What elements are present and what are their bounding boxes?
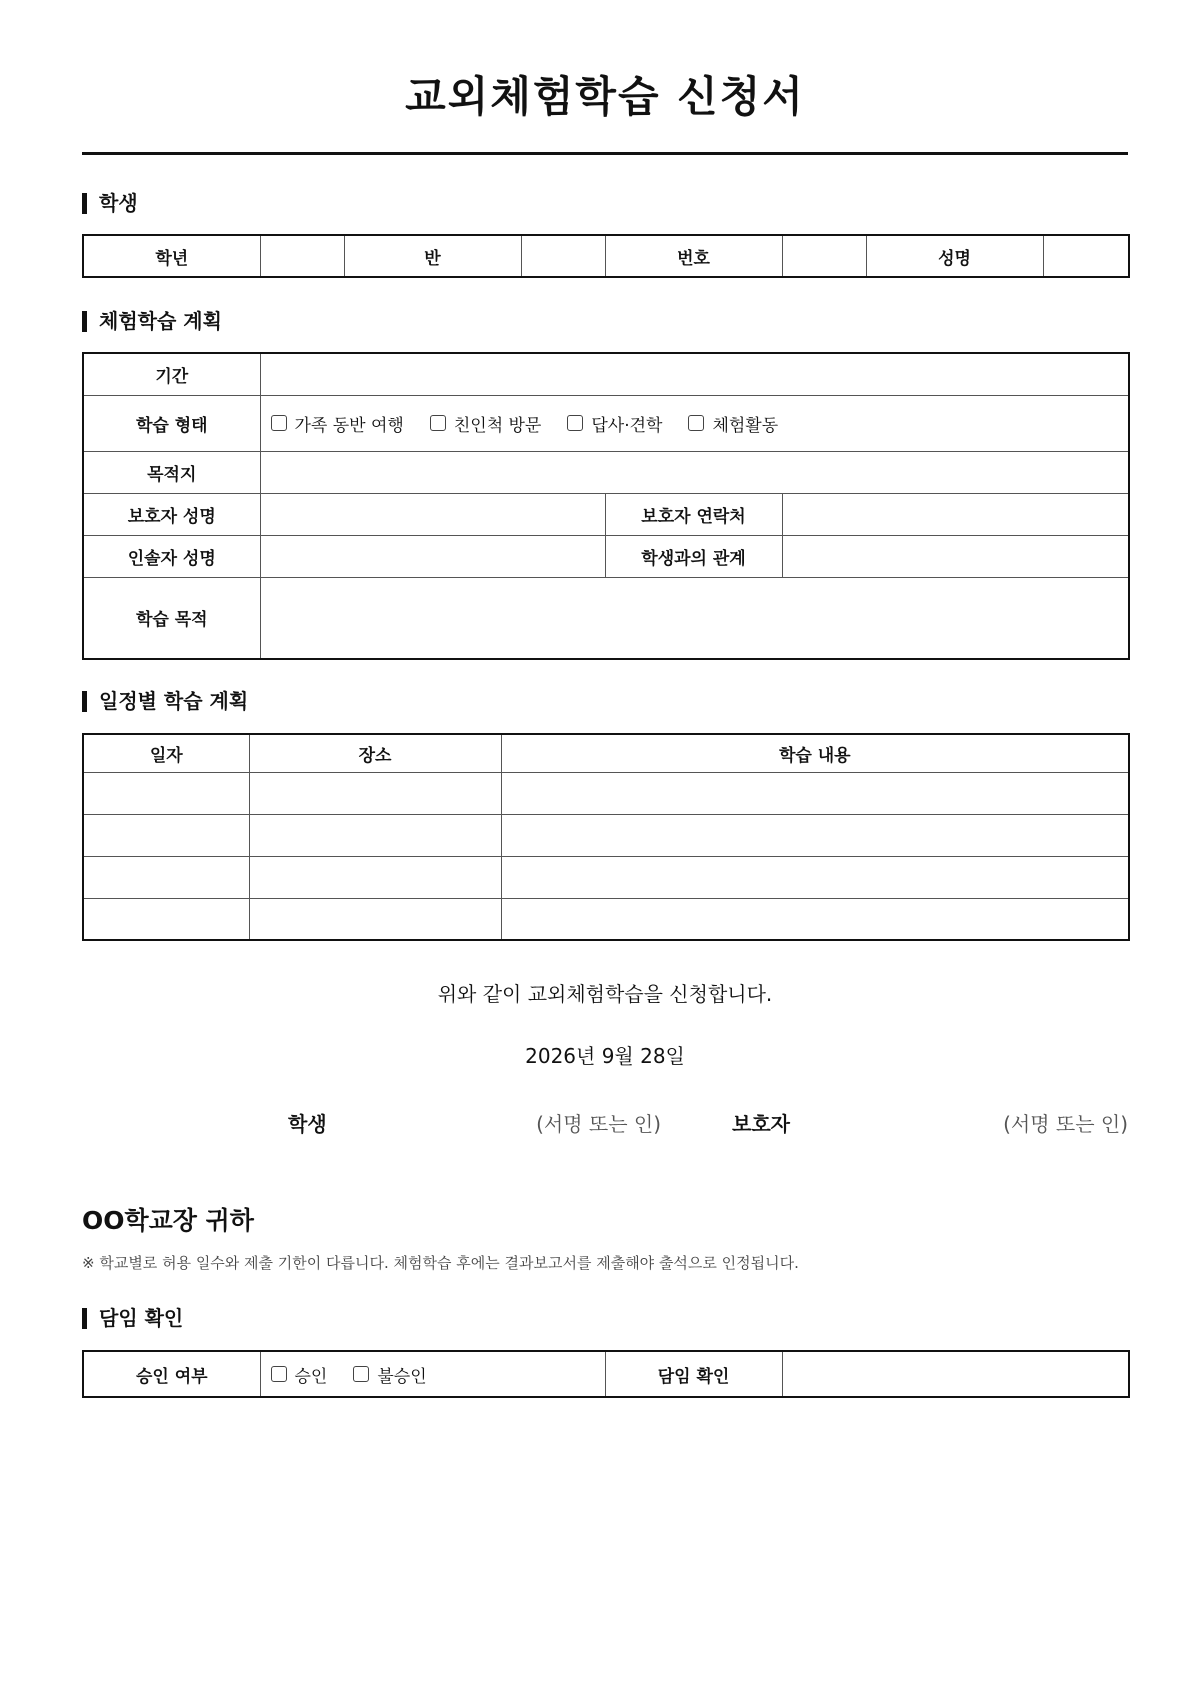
guardian-name-label: 보호자 성명	[83, 493, 260, 535]
student-signature-label: 학생	[288, 1112, 327, 1136]
option-experience-activity[interactable]	[688, 411, 778, 436]
date-column-header: 일자	[83, 734, 249, 772]
schedule-date-cell[interactable]	[83, 856, 249, 898]
guardian-contact-label: 보호자 연락처	[605, 493, 782, 535]
approval-options	[260, 1351, 605, 1397]
footnote: ※ 학교별로 허용 일수와 제출 기한이 다릅니다. 체험학습 후에는 결과보고서를 제출해야 출석으로 인정됩니다.	[82, 1254, 799, 1272]
option-family-trip[interactable]	[271, 411, 404, 436]
checkbox[interactable]	[430, 415, 446, 431]
application-statement: 위와 같이 교외체험학습을 신청합니다.	[437, 982, 773, 1006]
schedule-section-title: 일정별 학습 계획	[99, 689, 249, 713]
checkbox[interactable]	[567, 415, 583, 431]
guardian-name-field[interactable]	[260, 493, 605, 535]
approval-label: 승인 여부	[83, 1351, 260, 1397]
class-label: 반	[344, 235, 521, 277]
title-divider	[82, 152, 1128, 155]
option-relative-visit[interactable]	[430, 411, 542, 436]
schedule-place-cell[interactable]	[249, 772, 501, 814]
section-marker-bar	[82, 193, 87, 214]
addressee: OO학교장 귀하	[82, 1206, 254, 1235]
number-label: 번호	[605, 235, 782, 277]
schedule-date-cell[interactable]	[83, 772, 249, 814]
table-row	[83, 898, 1129, 940]
checkbox[interactable]	[688, 415, 704, 431]
plan-table	[82, 352, 1130, 660]
purpose-label: 학습 목적	[83, 577, 260, 659]
schedule-place-cell[interactable]	[249, 856, 501, 898]
schedule-table	[82, 733, 1130, 941]
option-reject[interactable]	[353, 1362, 426, 1387]
learning-type-options	[260, 395, 1129, 451]
option-field-trip[interactable]	[567, 411, 662, 436]
escort-name-field[interactable]	[260, 535, 605, 577]
grade-field[interactable]	[260, 235, 344, 277]
guardian-contact-field[interactable]	[782, 493, 1129, 535]
student-info-table	[82, 234, 1130, 278]
name-field[interactable]	[1043, 235, 1129, 277]
period-label: 기간	[83, 353, 260, 395]
student-section-heading	[82, 190, 138, 216]
signature-row	[82, 1108, 1128, 1140]
plan-section-title: 체험학습 계획	[99, 309, 222, 333]
option-label: 체험활동	[712, 415, 779, 436]
checkbox[interactable]	[271, 415, 287, 431]
schedule-place-cell[interactable]	[249, 814, 501, 856]
name-label: 성명	[866, 235, 1043, 277]
destination-label: 목적지	[83, 451, 260, 493]
option-label: 승인	[294, 1366, 328, 1387]
teacher-confirm-field[interactable]	[782, 1351, 1129, 1397]
purpose-field[interactable]	[260, 577, 1129, 659]
schedule-content-cell[interactable]	[501, 814, 1129, 856]
document-title: 교외체험학습 신청서	[405, 72, 805, 121]
checkbox[interactable]	[271, 1366, 287, 1382]
period-field[interactable]	[260, 353, 1129, 395]
escort-name-label: 인솔자 성명	[83, 535, 260, 577]
section-marker-bar	[82, 311, 87, 332]
schedule-content-cell[interactable]	[501, 856, 1129, 898]
schedule-place-cell[interactable]	[249, 898, 501, 940]
relation-field[interactable]	[782, 535, 1129, 577]
option-label: 가족 동반 여행	[294, 415, 404, 436]
option-label: 친인척 방문	[453, 415, 542, 436]
section-marker-bar	[82, 1308, 87, 1329]
plan-section-heading	[82, 308, 222, 334]
section-marker-bar	[82, 691, 87, 712]
place-column-header: 장소	[249, 734, 501, 772]
number-field[interactable]	[782, 235, 866, 277]
option-label: 불승인	[377, 1366, 427, 1387]
teacher-section-title: 담임 확인	[99, 1306, 184, 1330]
student-signature-field[interactable]: (서명 또는 인)	[536, 1112, 661, 1136]
teacher-section-heading	[82, 1305, 183, 1331]
application-date: 2026년 9월 28일	[525, 1044, 685, 1068]
destination-field[interactable]	[260, 451, 1129, 493]
table-row	[83, 772, 1129, 814]
relation-label: 학생과의 관계	[605, 535, 782, 577]
class-field[interactable]	[521, 235, 605, 277]
schedule-content-cell[interactable]	[501, 898, 1129, 940]
teacher-confirmation-table	[82, 1350, 1130, 1398]
schedule-section-heading	[82, 688, 248, 714]
guardian-signature-label: 보호자	[732, 1112, 790, 1136]
learning-type-label: 학습 형태	[83, 395, 260, 451]
schedule-content-cell[interactable]	[501, 772, 1129, 814]
checkbox[interactable]	[353, 1366, 369, 1382]
option-label: 답사·견학	[591, 415, 663, 436]
schedule-date-cell[interactable]	[83, 814, 249, 856]
teacher-confirm-label: 담임 확인	[605, 1351, 782, 1397]
schedule-date-cell[interactable]	[83, 898, 249, 940]
table-row	[83, 814, 1129, 856]
grade-label: 학년	[83, 235, 260, 277]
table-row	[83, 856, 1129, 898]
student-section-title: 학생	[99, 191, 138, 215]
content-column-header: 학습 내용	[501, 734, 1129, 772]
guardian-signature-field[interactable]: (서명 또는 인)	[1003, 1112, 1128, 1136]
option-approve[interactable]	[271, 1362, 328, 1387]
